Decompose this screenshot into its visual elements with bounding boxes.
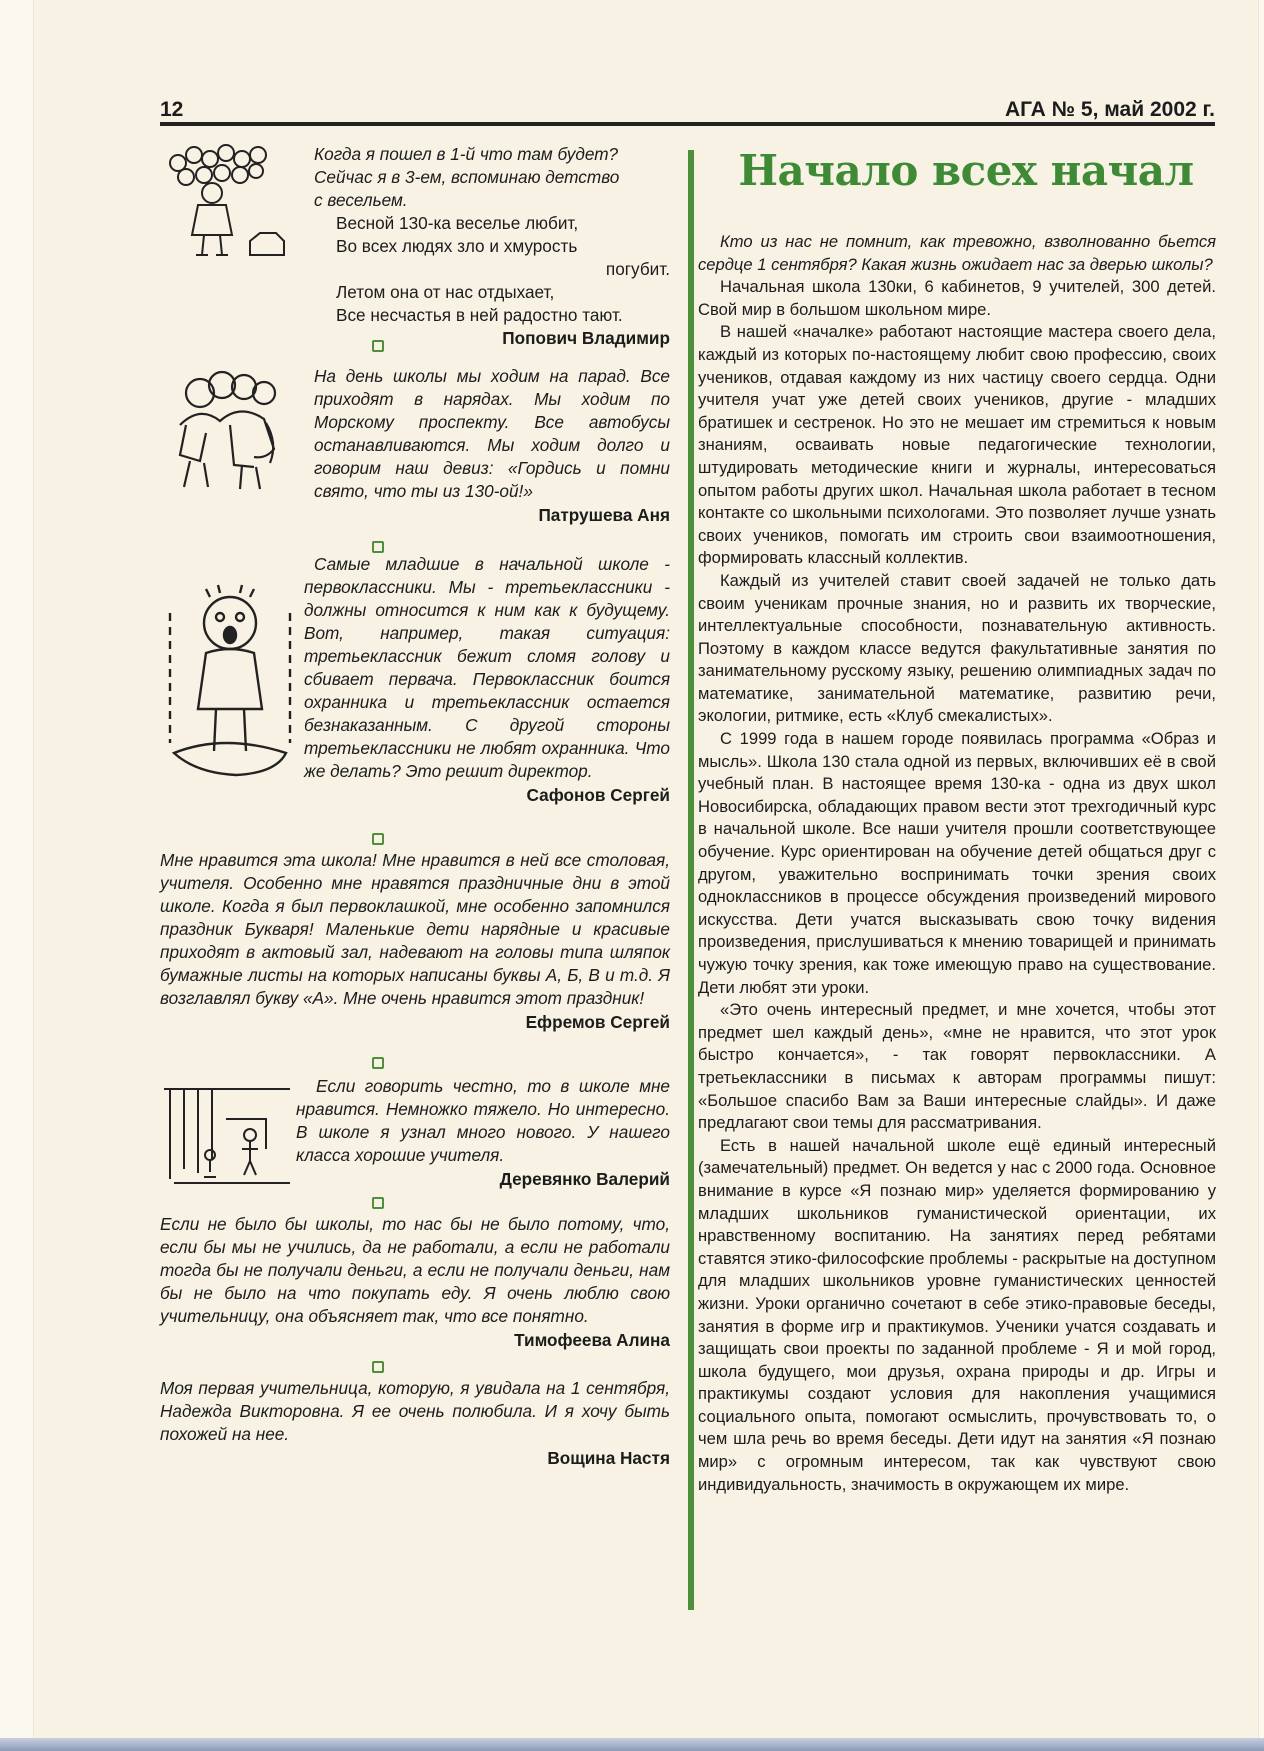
entry-text: Если говорить честно, то в школе мне нравится. Немножко тяжело. Но интересно. В школе я узнал много нового. У нашего класса хорошие учителя. xyxy=(296,1076,670,1165)
entry-text: На день школы мы ходим на парад. Все приходят в нарядах. Мы ходим по Морскому проспекту. Все автобусы останавливаются. Мы ходим долго и говорим наш девиз: «Гордись и помни свято, что ты из 130-ой!» xyxy=(314,366,670,501)
classroom-drawing xyxy=(160,1079,296,1189)
poem-line: Летом она от нас отдыхает, xyxy=(336,282,555,302)
article-paragraph: В нашей «началке» работают настоящие мастера своего дела, каждый из которых по-настоящему любит свою профессию, своих учеников, отдавая каждому из них частицу своего сердца. Одни учителя учат уже детей своих учеников, другие - младших братишек и сестренок. Но это не мешает им стремиться к новым знаниям, осваивать новые педагогические технологии, штудировать методические книги и журналы, интересоваться опытом работы других школ. Начальная школа работает в тесном контакте со школьными психологами. Это позволяет лучше узнать своих учеников, помогать им строить свои взаимоотношения, формировать классный коллектив. xyxy=(698,322,1216,568)
poem-line: Весной 130-ка веселье любит, xyxy=(336,213,579,233)
entry-safonov xyxy=(304,553,670,807)
entry-author: Ефремов Сергей xyxy=(525,1012,670,1032)
article-paragraph: Каждый из учителей ставит своей задачей не только дать своим ученикам прочные знания, но и развить их творческие, интеллектуальные способности, познавательную активность. Поэтому в каждом классе ведутся факультативные занятия по занимательному русскому языку, решению олимпиадных задач по математике, занимательной математике, развитию речи, экологии, ритмике, есть «Клуб смекалистых». xyxy=(698,570,1216,726)
entry-efremov xyxy=(160,849,670,1034)
entry-derevyanko xyxy=(296,1075,670,1191)
article-column xyxy=(698,143,1216,1623)
poem-line: погубит. xyxy=(605,259,670,279)
page-number: 12 xyxy=(160,98,184,121)
entry-patrusheva xyxy=(314,365,670,527)
entry-text: Мне нравится эта школа! Мне нравится в ней все столовая, учителя. Особенно мне нравятся праздничные дни в этой школе. Когда я был первоклашкой, мне особенно запомнился праздник Букваря! Маленькие дети нарядные и красивые приходят в актовый зал, надевают на головы типа шляпок бумажные листы на которых написаны буквы А, Б, В и т.д. Я возглавлял букву «А». Мне очень нравится этот праздник! xyxy=(160,850,670,1008)
entry-timofeeva xyxy=(160,1213,670,1352)
entry-author: Сафонов Сергей xyxy=(526,785,670,805)
green-square-icon xyxy=(372,1057,384,1069)
separator-1 xyxy=(160,340,675,352)
scan-edge xyxy=(0,1738,1264,1751)
poem-line: Во всех людях зло и хмурость xyxy=(336,236,578,256)
green-square-icon xyxy=(372,340,384,352)
article-paragraph: Есть в нашей начальной школе ещё единый интересный (замечательный) предмет. Он ведется у нас с 2000 года. Основное внимание в курсе «Я познаю мир» уделяется формированию у младших школьников гуманистической ориентации, их нравственному воспитанию. На занятиях перед ребятами ставятся этико-философские проблемы - раскрытые на доступном для младших школьников уровне гуманистических ценностей жизни. Уроки органично сочетают в себе этико-правовые беседы, занятия в форме игр и практикумов. Ученики учатся создавать и защищать свои проекты по заданной проблеме - Я и мой город, школа будущего, мои друзья, охрана природы и др. Игры и практикумы создают условия для накопления учащимися социального опыта, помогают осмыслить, прочувствовать то, о чем шла речь во время беседы. Дети идут на занятия «Я познаю мир» с огромным интересом, так как чувствуют свою индивидуальность, значимость в окружающем их мире. xyxy=(698,1135,1216,1494)
crying-child-drawing xyxy=(160,583,300,783)
article-title: Начало всех начал xyxy=(738,146,1194,195)
entry-author: Тимофеева Алина xyxy=(514,1330,670,1350)
article-paragraph: С 1999 года в нашем городе появилась программа «Образ и мысль». Школа 130 стала одной из первых, включивших её в свой учебный план. В настоящее время 130-ка - одна из двух школ Новосибирска, обладающих правом вести этот трехгодичный курс в начальной школе. Все наши учителя прошли соответствующее обучение. Курс ориентирован на обучение детей общаться друг с другом, уважительно воспринимать точки зрения своих одноклассников в процессе обсуждения произведений мирового искусства. Дети учатся высказывать свою точку видения произведения, прислушиваться к мнению товарищей и принимать чужую точку зрения, как тоже имеющую право на существование. Дети любят эти уроки. xyxy=(698,729,1216,997)
poem-line: Сейчас я в 3-ем, вспоминаю детство xyxy=(314,167,620,187)
parade-drawing xyxy=(160,365,300,495)
issue-info: АГА № 5, май 2002 г. xyxy=(1004,98,1215,121)
entry-voshchina xyxy=(160,1377,670,1470)
entry-author: Деревянко Валерий xyxy=(499,1169,670,1189)
entry-author: Патрушева Аня xyxy=(538,505,670,525)
separator-6 xyxy=(160,1361,675,1373)
entry-text: Если не было бы школы, то нас бы не было потому, что, если бы мы не учились, да не работали, а если не работали тогда бы не получали деньги, а если не получали деньги, нам бы не было на что покупать еду. Я очень люблю свою учительницу, она объясняет так, что все понятно. xyxy=(160,1214,670,1326)
separator-3 xyxy=(160,833,675,845)
page-header xyxy=(160,96,1215,122)
article-paragraph: Начальная школа 130ки, 6 кабинетов, 9 учителей, 300 детей. Свой мир в большом школьном мире. xyxy=(698,277,1216,319)
left-column xyxy=(160,143,675,1613)
poem-line: Когда я пошел в 1-й что там будет? xyxy=(314,144,619,164)
green-square-icon xyxy=(372,833,384,845)
poem-line: Все несчастья в ней радостно тают. xyxy=(336,305,623,325)
green-square-icon xyxy=(372,541,384,553)
green-square-icon xyxy=(372,1197,384,1209)
entry-author: Вощина Настя xyxy=(547,1448,670,1468)
entry-text: Моя первая учительница, которую, я увидала на 1 сентября, Надежда Викторовна. Я ее очень полюбила. И я хочу быть похожей на нее. xyxy=(160,1378,670,1444)
poem-line: с весельем. xyxy=(314,190,408,210)
poem-block xyxy=(314,143,670,350)
poem-author: Попович Владимир xyxy=(502,328,670,348)
entry-text: Самые младшие в начальной школе - первоклассники. Мы - третьеклассники - должны относится к ним как к будущему. Вот, например, такая ситуация: третьеклассник бежит сломя голову и сбивает первача. Первоклассник боится охранника и третьеклассник остается безнаказанным. С другой стороны третьеклассники не любят охранника. Что же делать? Это решит директор. xyxy=(304,554,670,781)
green-square-icon xyxy=(372,1361,384,1373)
column-divider xyxy=(688,150,694,1610)
header-rule xyxy=(160,122,1215,126)
separator-5 xyxy=(160,1197,675,1209)
girl-with-flowers-drawing xyxy=(160,143,310,263)
article-paragraph: «Это очень интересный предмет, и мне хочется, чтобы этот предмет шел каждый день», «мне не нравится, что этот урок быстро кончается», - так говорят первоклассники. А третьеклассники в письмах к авторам программы пишут: «Большое спасибо Вам за Ваши интересные слайды». И даже предлагают свои темы для рассматривания. xyxy=(698,1000,1216,1133)
separator-2 xyxy=(160,541,675,553)
article-lead: Кто из нас не помнит, как тревожно, взволнованно бьется сердце 1 сентября? Какая жизнь ожидает нас за дверью школы? xyxy=(698,232,1216,274)
separator-4 xyxy=(160,1057,675,1069)
